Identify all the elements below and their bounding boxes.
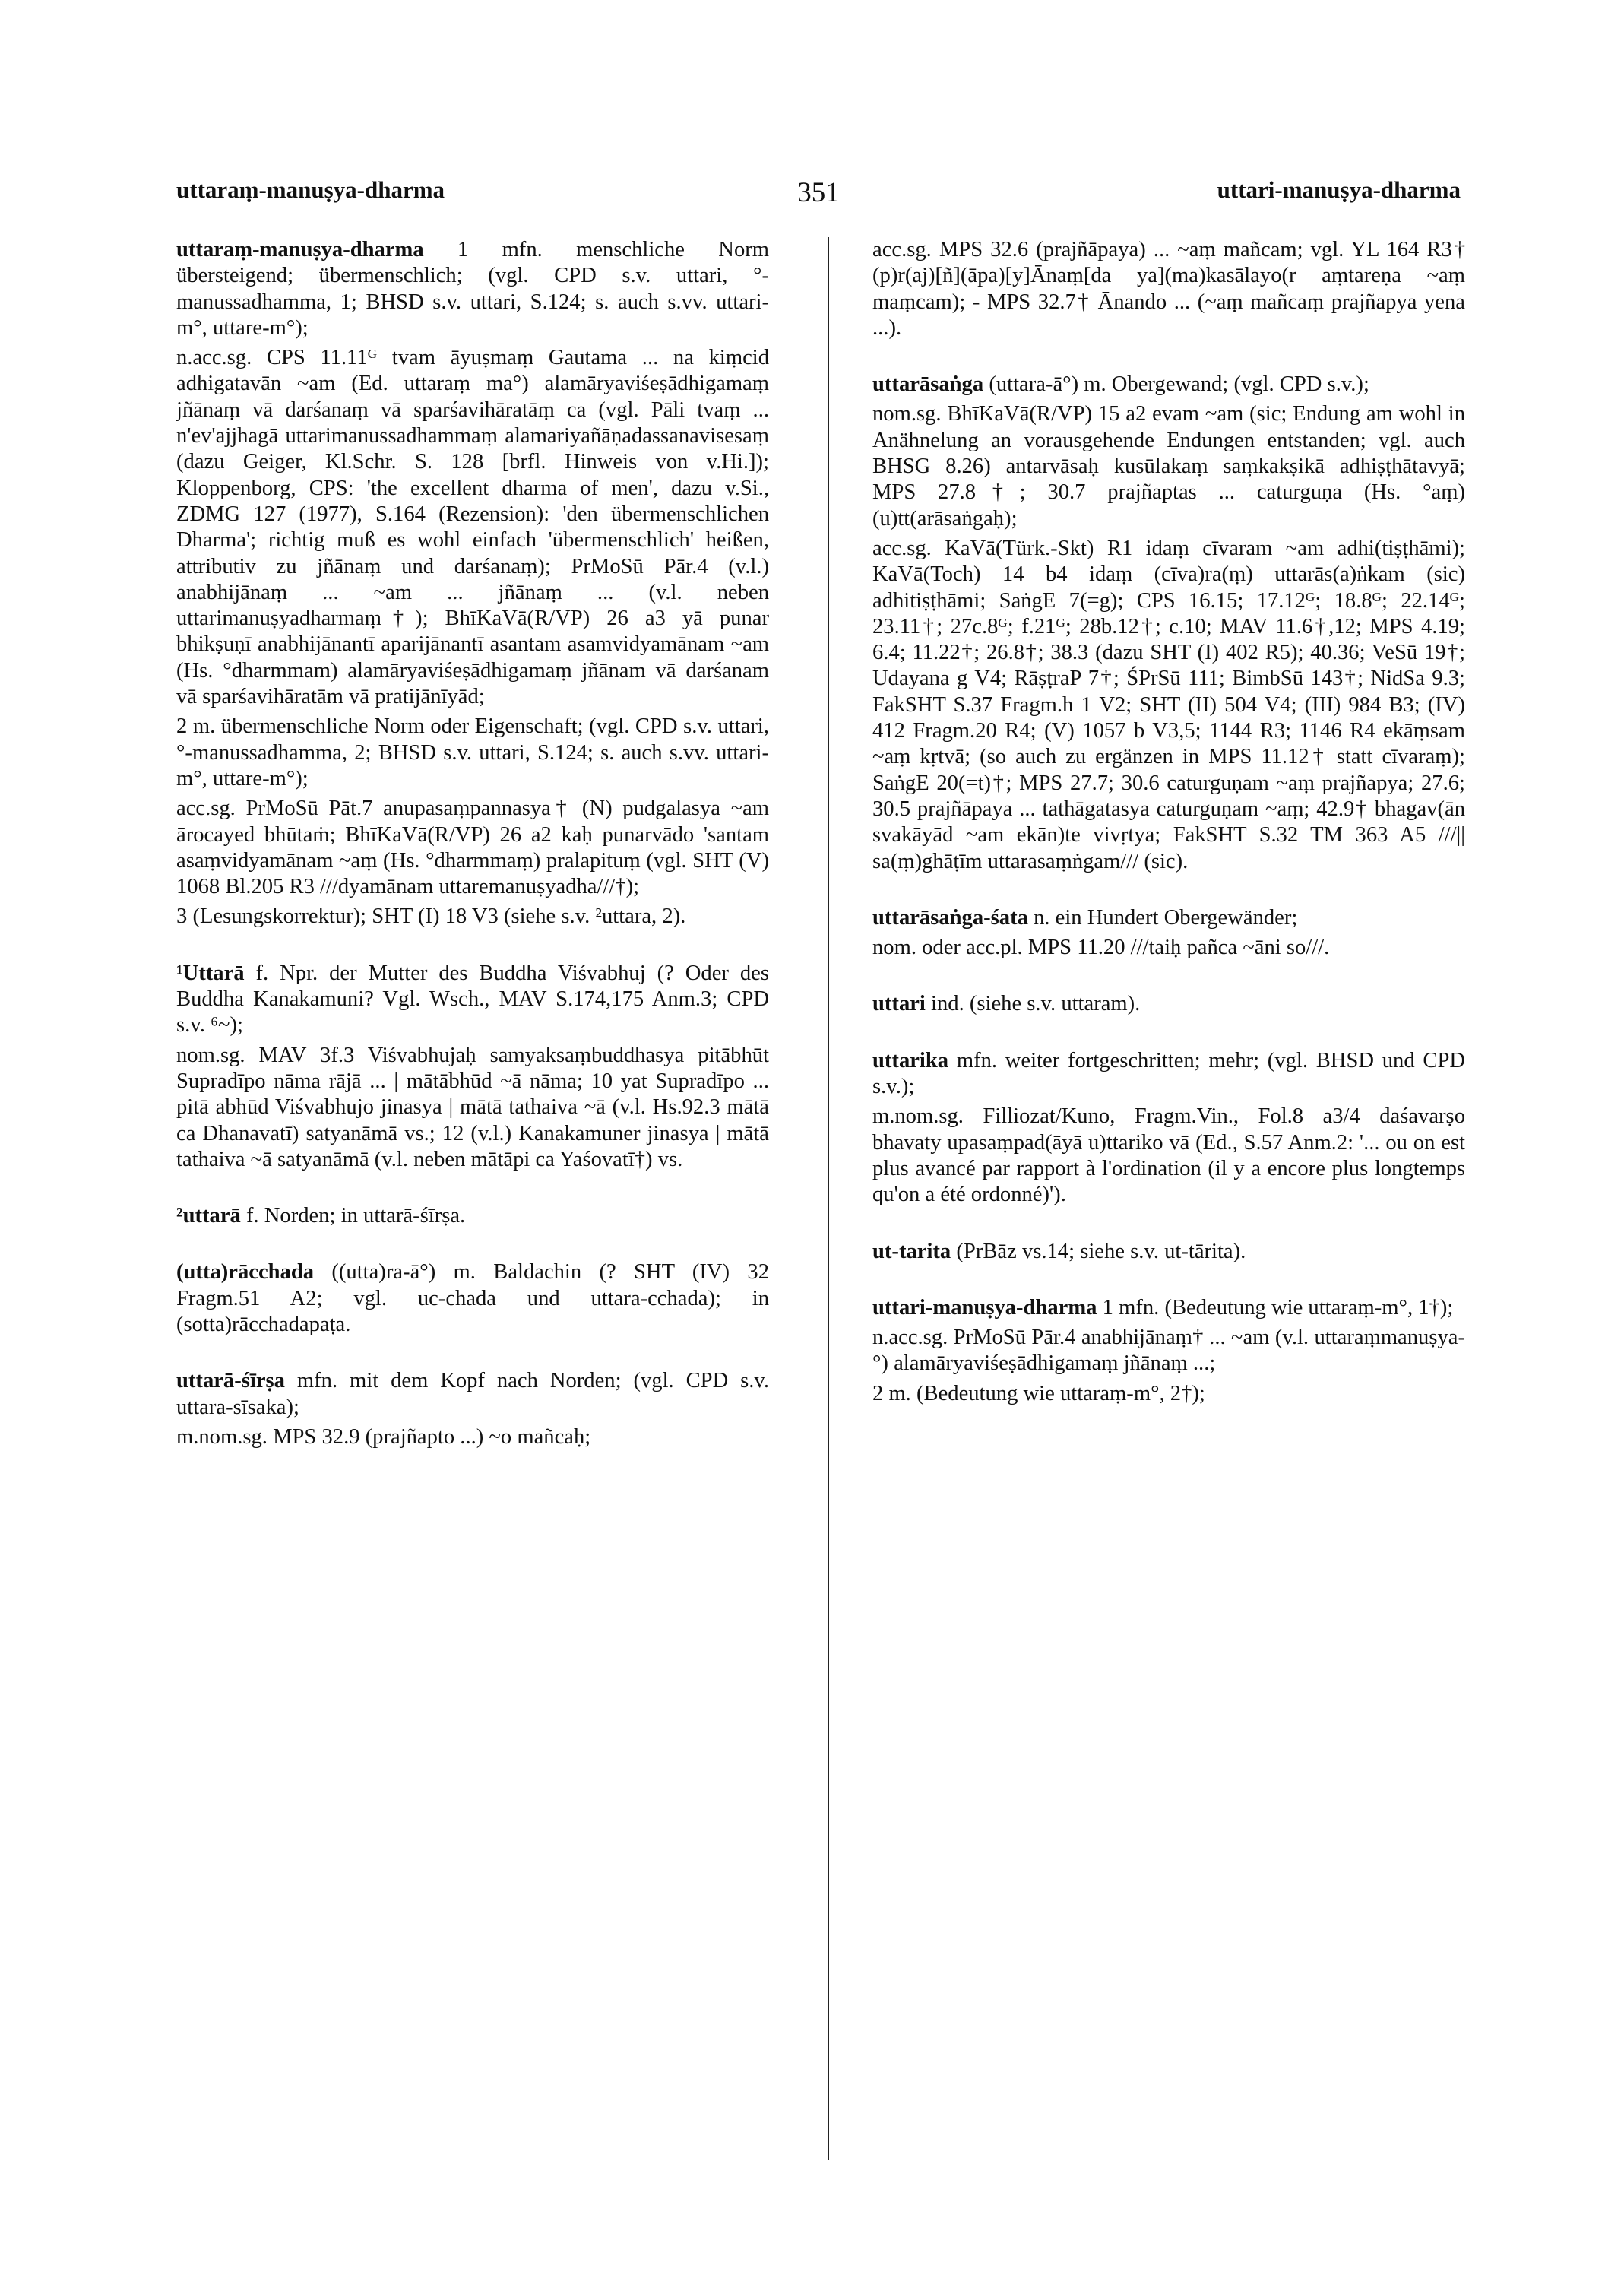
entry-text: f. Norden; in uttarā-śīrṣa. (245, 1204, 466, 1228)
entry-uttarika (872, 1048, 1465, 1209)
entry-paragraph (872, 1048, 1465, 1101)
entry-headword: ¹Uttarā (176, 961, 245, 985)
entry-paragraph: nom.sg. BhīKaVā(R/VP) 15 a2 evam ~am (sic; Endung am wohl in Anähnelung an vorausgehende Endungen entstanden; vgl. auch BHSG 8.26) antarvāsaḥ kusūlakaṃ saṃkakṣikā adhiṣṭhātavyā; MPS 27.8†; 30.7 prajñaptas ... caturguṇa (Hs. °aṃ) (u)tt(arāsaṅgaḥ); (872, 402, 1465, 531)
entry-paragraph: m.nom.sg. Filliozat/Kuno, Fragm.Vin., Fol.8 a3/4 daśavarṣo bhavaty upasaṃpad(āyā u)ttariko vā (Ed., S.57 Anm.2: '... ou on est plus avancé par rapport à l'ordination (il y a encore plus longtemps qu'on a été ordonné)'). (872, 1104, 1465, 1207)
entry-headword: ²uttarā (176, 1204, 241, 1228)
entry-paragraph: acc.sg. PrMoSū Pāt.7 anupasaṃpannasya† (N) pudgalasya ~am ārocayed bhūtaṁ; BhīKaVā(R/VP) 26 a2 kaḥ punarvādo 'santam asaṃvidyamānam ~aṃ (Hs. °dharmmaṃ) pralapituṃ (vgl. SHT (V) 1068 Bl.205 R3 ///dyamānam uttaremanuṣyadha///†); (176, 797, 769, 899)
entry-text: 1 mfn. (Bedeutung wie uttaraṃ-m°, 1†); (1102, 1295, 1454, 1319)
entry-continuation (872, 237, 1465, 341)
entry-ut-tarita (872, 1239, 1465, 1265)
entry-text: ind. (siehe s.v. uttaram). (931, 992, 1141, 1016)
entry-paragraph (872, 905, 1465, 931)
entry-uttaracchada (176, 1259, 769, 1338)
entry-paragraph: 2 m. übermenschliche Norm oder Eigenschaft; (vgl. CPD s.v. uttari, °-manussadhamma, 2; BHSD s.v. uttari, S.124; s. auch s.vv. uttari-m°, uttare-m°); (176, 714, 769, 790)
page-number: 351 (797, 177, 840, 208)
entry-uttari-manusya-dharma (872, 1295, 1465, 1407)
entry-paragraph (176, 961, 769, 1039)
entry-headword: (utta)rācchada (176, 1260, 315, 1285)
entry-headword: uttarika (872, 1048, 949, 1072)
entry-paragraph (176, 1259, 769, 1338)
entry-text: ((utta)ra-ā°) m. Baldachin (? SHT (IV) 32 Fragm.51 A2; vgl. uc-chada und uttara-cchada); in (sotta)rācchadapaṭa. (176, 1260, 769, 1336)
right-column (872, 237, 1465, 1437)
entry-headword: uttarāsaṅga (872, 372, 984, 397)
entry-headword: uttari-manuṣya-dharma (872, 1295, 1097, 1319)
entry-uttara-npr (176, 961, 769, 1173)
running-head-right: uttari-manuṣya-dharma (1217, 176, 1461, 203)
entry-text: mfn. mit dem Kopf nach Norden; (vgl. CPD s.v. uttara-sīsaka); (176, 1369, 770, 1419)
entry-text: 1 mfn. menschliche Norm übersteigend; übermenschlich; (vgl. CPD s.v. uttari, °-manussadhamma, 1; BHSD s.v. uttari, S.124; s. auch s.vv. uttari-m°, uttare-m°); (176, 238, 769, 340)
entry-headword: uttarā-śīrṣa (176, 1369, 285, 1393)
entry-paragraph (176, 1368, 769, 1421)
entry-paragraph: acc.sg. KaVā(Türk.-Skt) R1 idaṃ cīvaram ~am adhi(tiṣṭhāmi); KaVā(Toch) 14 b4 idaṃ (cīva)ra(ṃ) uttarās(a)ṅkam (sic) adhitiṣṭhāmi; SaṅgE 7(=g); CPS 16.15; 17.12ᴳ; 18.8ᴳ; 22.14ᴳ; 23.11†; 27c.8ᴳ; f.21ᴳ; 28b.12†; c.10; MAV 11.6†,12; MPS 4.19; 6.4; 11.22†; 26.8†; 38.3 (dazu SHT (I) 402 R5); 40.36; VeSū 19†; Udayana g V4; RāṣṭraP 7†; ŚPrSū 111; BimbSū 143†; NidSa 9.3; FakSHT S.37 Fragm.h 1 V2; SHT (II) 504 V4; (III) 984 B3; (IV) 412 Fragm.20 R4; (V) 1057 b V3,5; 1144 R3; 1146 R4 ekāṃsam ~aṃ kṛtvā; (so auch zu ergänzen in MPS 11.12† statt cīvaraṃ); SaṅgE 20(=t)†; MPS 27.7; 30.6 caturguṇam ~aṃ prajñapya; 27.6; 30.5 prajñāpaya ... tathāgatasya caturguṇam ~aṃ; 42.9† bhagav(ān svakāyād ~am ekān)te vivṛtya; FakSHT S.32 TM 363 A5 ///|| sa(ṃ)ghāṭīm uttarasaṃṅgam/// (sic). (872, 536, 1465, 873)
entry-paragraph (176, 237, 769, 341)
entry-paragraph (872, 372, 1465, 398)
entry-uttaram-manusya-dharma (176, 237, 769, 930)
entry-text: f. Npr. der Mutter des Buddha Viśvabhuj (? Oder des Buddha Kanakamuni? Vgl. Wsch., MAV S.174,175 Anm.3; CPD s.v. ⁶~); (176, 961, 769, 1038)
entry-paragraph (872, 1295, 1465, 1321)
entry-text: n. ein Hundert Obergewänder; (1034, 905, 1298, 930)
entry-paragraph: n.acc.sg. CPS 11.11ᴳ tvam āyuṣmaṃ Gautama ... na kiṃcid adhigatavān ~am (Ed. uttaraṃ ma°) alamāryaviśeṣādhigamaṃ jñānaṃ vā darśanaṃ vā sparśavihāratāṃ ca (vgl. Pāli tvaṃ ... n'ev'ajjhagā uttarimanussadhammaṃ alamariyañāṇadassanavisesaṃ (dazu Geiger, Kl.Schr. S. 128 [brfl. Hinweis von v.Hi.]); Kloppenborg, CPS: 'the excellent dharma of men', dazu v.Si., ZDMG 127 (1977), S.164 (Rezension): 'den übermenschlichen Dharma'; richtig muß es wohl einfach 'übermenschlich' heißen, attributiv zu jñānaṃ und darśanaṃ); PrMoSū Pār.4 (v.l.) anabhijānaṃ ... ~am ... jñānaṃ ... (v.l. neben uttarimanuṣyadharmaṃ†); BhīKaVā(R/VP) 26 a3 yā punar bhikṣuṇī anabhijānantī aparijānantī asantam asamvidyamānam ~am (Hs. °dharmmam) alamāryaviśeṣādhigamaṃ jñānam vā darśanam vā sparśavihāratām vā pratijānīyād; (176, 346, 769, 709)
entry-text: mfn. weiter fortgeschritten; mehr; (vgl. BHSD und CPD s.v.); (872, 1048, 1466, 1099)
entry-paragraph: acc.sg. MPS 32.6 (prajñāpaya) ... ~aṃ mañcam; vgl. YL 164 R3† (p)r(aj)[ñ](āpa)[y]Ānaṃ[da ya](ma)kasālayo(r aṃtareṇa ~aṃ maṃcam); - MPS 32.7† Ānando ... (~aṃ mañcaṃ prajñapya yena ...). (872, 238, 1465, 340)
entry-paragraph: nom.sg. MAV 3f.3 Viśvabhujaḥ samyaksaṃbuddhasya pitābhūt Supradīpo nāma rājā ... | mātābhūd ~ā nāma; 10 yat Supradīpo ... pitā abhūd Viśvabhujo jinasya | mātā tathaiva ~ā (v.l. Hs.92.3 mātā ca Dhanavatī) satyanāmā vs.; 12 (v.l.) Kanakamuner jinasya | mātā tathaiva ~ā satyanāmā (v.l. neben mātāpi ca Yaśovatī†) vs. (176, 1043, 769, 1171)
entry-paragraph (872, 1239, 1465, 1265)
entry-paragraph: 3 (Lesungskorrektur); SHT (I) 18 V3 (siehe s.v. ²uttara, 2). (176, 904, 686, 929)
entry-uttarasanga (872, 372, 1465, 875)
left-column (176, 237, 769, 1481)
entry-text: (uttara-ā°) m. Obergewand; (vgl. CPD s.v.); (989, 372, 1369, 397)
entry-headword: uttaraṃ-manuṣya-dharma (176, 238, 424, 261)
entry-paragraph (872, 991, 1465, 1017)
entry-uttari (872, 991, 1465, 1017)
entry-uttara-sirsa (176, 1368, 769, 1450)
entry-headword: ut-tarita (872, 1239, 951, 1263)
entry-uttara-norden (176, 1203, 769, 1229)
entry-paragraph: m.nom.sg. MPS 32.9 (prajñapto ...) ~o mañcaḥ; (176, 1424, 591, 1449)
entry-paragraph: n.acc.sg. PrMoSū Pār.4 anabhijānaṃ† ... ~am (v.l. uttaraṃmanuṣya-°) alamāryaviśeṣādhigamaṃ jñānaṃ ...; (872, 1326, 1465, 1376)
column-divider (828, 237, 829, 2160)
running-head-left: uttaraṃ-manuṣya-dharma (176, 176, 445, 203)
entry-headword: uttari (872, 992, 926, 1016)
entry-paragraph: 2 m. (Bedeutung wie uttaraṃ-m°, 2†); (872, 1381, 1205, 1405)
entry-headword: uttarāsaṅga-śata (872, 905, 1028, 930)
entry-paragraph: nom. oder acc.pl. MPS 11.20 ///taiḥ pañca ~āni so///. (872, 936, 1330, 960)
running-head (176, 176, 1461, 214)
entry-text: (PrBāz vs.14; siehe s.v. ut-tārita). (956, 1239, 1246, 1263)
entry-paragraph (176, 1203, 769, 1229)
entry-uttarasanga-sata (872, 905, 1465, 962)
